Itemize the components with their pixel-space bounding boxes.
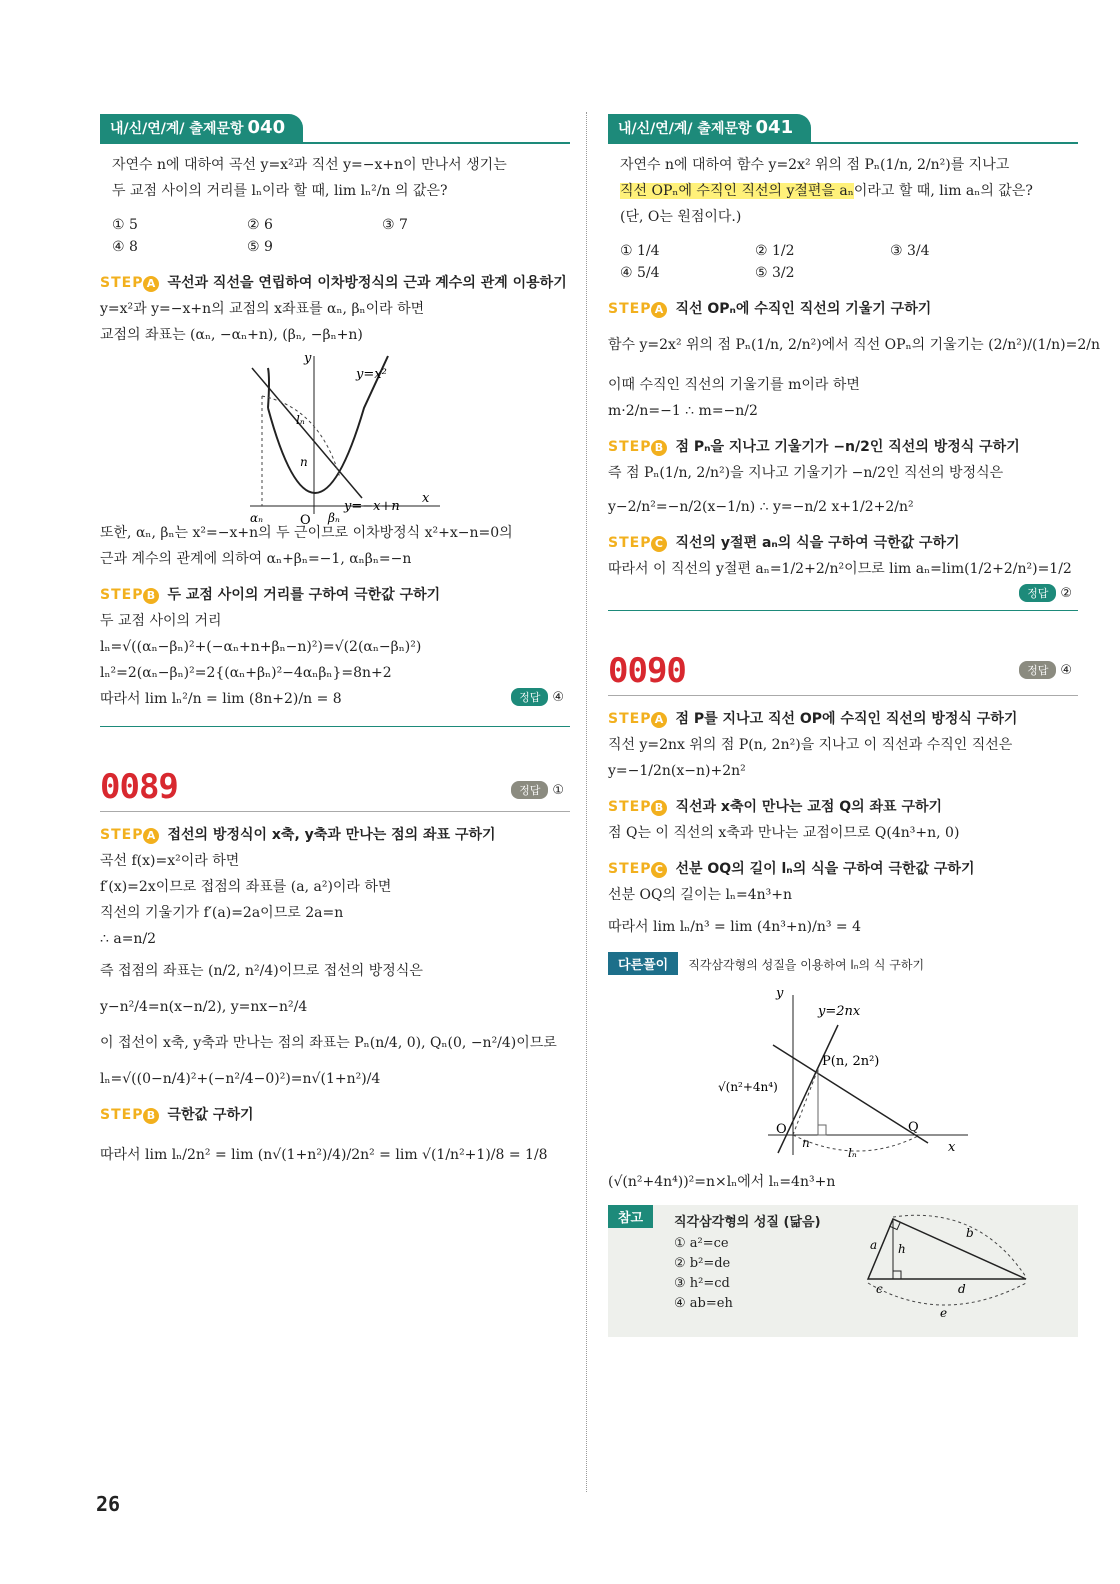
problem-text: (단, O는 원점이다.) xyxy=(620,209,742,225)
solution-text: 따라서 lim lₙ/n³ = lim (4n³+n)/n³ = 4 xyxy=(608,919,861,935)
problem-text: 두 교점 사이의 거리를 lₙ이라 할 때, lim lₙ²/n 의 값은? xyxy=(112,183,448,199)
solution-text: y−n²/4=n(x−n/2), y=nx−n²/4 xyxy=(100,999,308,1015)
problem-041-header xyxy=(608,112,1078,144)
answer-badge: 정답 ② xyxy=(1019,584,1072,602)
choice: ③ 7 xyxy=(382,217,408,233)
choices xyxy=(100,214,570,258)
problem-number: 0089 xyxy=(100,767,178,807)
step-heading: STEP C 직선의 y절편 aₙ의 식을 구하여 극한값 구하기 xyxy=(608,535,960,551)
reference-item: ① a²=ce xyxy=(674,1236,729,1251)
y-axis-label: y xyxy=(776,986,784,1001)
n-label: n xyxy=(802,1136,810,1150)
reference-item: ④ ab=eh xyxy=(674,1296,733,1311)
answer-badge: 정답 ④ xyxy=(511,688,564,706)
solution-text: y=−1/2n(x−n)+2n² xyxy=(608,763,746,779)
problem-0089-header xyxy=(100,767,570,812)
perpendicular-graph xyxy=(608,975,1078,1165)
choice: ① 5 xyxy=(112,217,138,233)
choice: ② 1/2 xyxy=(755,243,795,259)
x-axis-label: x xyxy=(948,1140,956,1155)
reference-item: ③ h²=cd xyxy=(674,1276,730,1291)
solution-text: 근과 계수의 관계에 의하여 αₙ+βₙ=−1, αₙβₙ=−n xyxy=(100,551,412,567)
problem-tag: 내/신/연/계/ 출제문항 040 xyxy=(100,114,303,142)
n-label: n xyxy=(300,455,308,469)
choice: ⑤ 9 xyxy=(247,239,273,255)
solution-text: 교점의 좌표는 (αₙ, −αₙ+n), (βₙ, −βₙ+n) xyxy=(100,327,363,343)
solution-text: 즉 점 Pₙ(1/n, 2/n²)을 지나고 기울기가 −n/2인 직선의 방정식은 xyxy=(608,465,1004,481)
solution-text: 선분 OQ의 길이는 lₙ=4n³+n xyxy=(608,887,792,903)
ln-label: lₙ xyxy=(848,1146,857,1160)
solution-text: 따라서 lim lₙ/2n² = lim (n√(1+n²)/4)/2n² = lim √(1/n²+1)/8 = 1/8 xyxy=(100,1147,548,1163)
step-heading: STEP A 점 P를 지나고 직선 OP에 수직인 직선의 방정식 구하기 xyxy=(608,711,1018,727)
solution-text: m·2/n=−1 ∴ m=−n/2 xyxy=(608,403,758,419)
solution-text: (√(n²+4n⁴))²=n×lₙ에서 lₙ=4n³+n xyxy=(608,1174,836,1190)
line-label: y=−x+n xyxy=(344,499,400,514)
step-heading: STEP B 두 교점 사이의 거리를 구하여 극한값 구하기 xyxy=(100,587,441,603)
reference-item: ② b²=de xyxy=(674,1256,731,1271)
step-heading: STEP C 선분 OQ의 길이 lₙ의 식을 구하여 극한값 구하기 xyxy=(608,861,975,877)
ln-label: lₙ xyxy=(296,413,305,427)
x-axis-label: x xyxy=(422,491,430,506)
segment-e-label: e xyxy=(940,1306,948,1320)
problem-number: 0090 xyxy=(608,651,686,691)
choice: ④ 8 xyxy=(112,239,138,255)
section-end-line xyxy=(608,610,1078,611)
problem-text: 자연수 n에 대하여 함수 y=2x² 위의 점 Pₙ(1/n, 2/n²)를 지나고 xyxy=(620,157,1010,173)
side-a-label: a xyxy=(870,1238,878,1252)
left-column xyxy=(100,112,570,1168)
solution-text: lₙ=√((αₙ−βₙ)²+(−αₙ+n+βₙ−n)²)=√(2(αₙ−βₙ)²) xyxy=(100,639,422,655)
beta-label: βₙ xyxy=(328,511,340,525)
solution-text: 따라서 이 직선의 y절편 aₙ=1/2+2/n²이므로 lim aₙ=lim(1/2+2/n²)=1/2 xyxy=(608,561,1072,577)
solution-text: 두 교점 사이의 거리 xyxy=(100,613,222,629)
reference-box xyxy=(608,1205,1078,1337)
curve-label: y=x² xyxy=(356,367,387,382)
step-heading: STEP A 직선 OPₙ에 수직인 직선의 기울기 구하기 xyxy=(608,301,932,317)
solution-text: 직선 y=2nx 위의 점 P(n, 2n²)을 지나고 이 직선과 수직인 직선은 xyxy=(608,737,1013,753)
choices xyxy=(608,240,1078,284)
column-divider xyxy=(586,112,587,1492)
highlighted-text: 직선 OPₙ에 수직인 직선의 y절편을 aₙ xyxy=(620,183,854,199)
point-p-label: P(n, 2n²) xyxy=(822,1054,880,1069)
segment-c-label: c xyxy=(876,1282,883,1296)
solution-text: y−2/n²=−n/2(x−1/n) ∴ y=−n/2 x+1/2+2/n² xyxy=(608,499,914,515)
section-end-line xyxy=(100,726,570,727)
solution-text: ∴ a=n/2 xyxy=(100,931,157,947)
origin-label: O xyxy=(300,513,311,528)
segment-op-label: √(n²+4n⁴) xyxy=(718,1080,778,1094)
problem-0090-header xyxy=(608,651,1078,696)
solution-text: 또한, αₙ, βₙ는 x²=−x+n의 두 근이므로 이차방정식 x²+x−n=0의 xyxy=(100,525,513,541)
choice: ① 1/4 xyxy=(620,243,660,259)
choice: ② 6 xyxy=(247,217,273,233)
right-column xyxy=(608,112,1100,1337)
choice: ③ 3/4 xyxy=(890,243,930,259)
solution-text: 따라서 lim lₙ²/n = lim (8n+2)/n = 8 xyxy=(100,691,342,707)
alt-solution-header: 다른풀이 직각삼각형의 성질을 이용하여 lₙ의 식 구하기 xyxy=(608,952,1078,975)
right-triangle-diagram xyxy=(848,1209,1048,1321)
solution-text: lₙ²=2(αₙ−βₙ)²=2{(αₙ+βₙ)²−4αₙβₙ}=8n+2 xyxy=(100,665,392,681)
side-b-label: b xyxy=(966,1226,974,1240)
solution-text: 곡선 f(x)=x²이라 하면 xyxy=(100,853,240,869)
choice: ⑤ 3/2 xyxy=(755,265,795,281)
problem-tag: 내/신/연/계/ 출제문항 041 xyxy=(608,114,811,142)
step-heading: STEP A 접선의 방정식이 x축, y축과 만나는 점의 좌표 구하기 xyxy=(100,827,496,843)
segment-d-label: d xyxy=(958,1282,966,1296)
solution-text: lₙ=√((0−n/4)²+(−n²/4−0)²)=n√(1+n²)/4 xyxy=(100,1071,381,1087)
point-q-label: Q xyxy=(908,1120,919,1135)
alt-solution-badge: 다른풀이 xyxy=(608,952,678,975)
height-h-label: h xyxy=(898,1242,906,1256)
parabola-graph xyxy=(100,348,570,528)
solution-text: 이 접선이 x축, y축과 만나는 점의 좌표는 Pₙ(n/4, 0), Qₙ(0, −n²/4)이므로 xyxy=(100,1035,557,1051)
step-heading: STEP B 점 Pₙ을 지나고 기울기가 −n/2인 직선의 방정식 구하기 xyxy=(608,439,1020,455)
answer-badge: 정답 ④ xyxy=(1019,661,1072,679)
answer-badge: 정답 ① xyxy=(511,781,564,799)
choice: ④ 5/4 xyxy=(620,265,660,281)
solution-text: 함수 y=2x² 위의 점 Pₙ(1/n, 2/n²)에서 직선 OPₙ의 기울기는 (2/n²)/(1/n)=2/n xyxy=(608,337,1100,353)
step-heading: STEP B 극한값 구하기 xyxy=(100,1107,254,1123)
alpha-label: αₙ xyxy=(250,511,263,525)
solution-text: 이때 수직인 직선의 기울기를 m이라 하면 xyxy=(608,377,860,393)
origin-label: O xyxy=(776,1122,787,1137)
reference-title: 직각삼각형의 성질 (닮음) xyxy=(674,1215,821,1230)
problem-040-header xyxy=(100,112,570,144)
solution-text: 즉 접점의 좌표는 (n/2, n²/4)이므로 접선의 방정식은 xyxy=(100,963,423,979)
line-label: y=2nx xyxy=(818,1004,861,1019)
problem-text: 자연수 n에 대하여 곡선 y=x²과 직선 y=−x+n이 만나서 생기는 xyxy=(112,157,507,173)
solution-text: y=x²과 y=−x+n의 교점의 x좌표를 αₙ, βₙ이라 하면 xyxy=(100,301,425,317)
solution-text: 직선의 기울기가 f′(a)=2a이므로 2a=n xyxy=(100,905,344,921)
y-axis-label: y xyxy=(304,351,312,366)
reference-badge: 참고 xyxy=(608,1205,653,1228)
solution-text: 점 Q는 이 직선의 x축과 만나는 교점이므로 Q(4n³+n, 0) xyxy=(608,825,960,841)
step-heading: STEP A 곡선과 직선을 연립하여 이차방정식의 근과 계수의 관계 이용하기 xyxy=(100,275,567,291)
problem-text: 직선 OPₙ에 수직인 직선의 y절편을 aₙ이라고 할 때, lim aₙ의 값은? xyxy=(620,183,1033,199)
solution-text: f′(x)=2x이므로 접점의 좌표를 (a, a²)이라 하면 xyxy=(100,879,392,895)
step-heading: STEP B 직선과 x축이 만나는 교점 Q의 좌표 구하기 xyxy=(608,799,943,815)
page-number: 26 xyxy=(96,1492,121,1516)
